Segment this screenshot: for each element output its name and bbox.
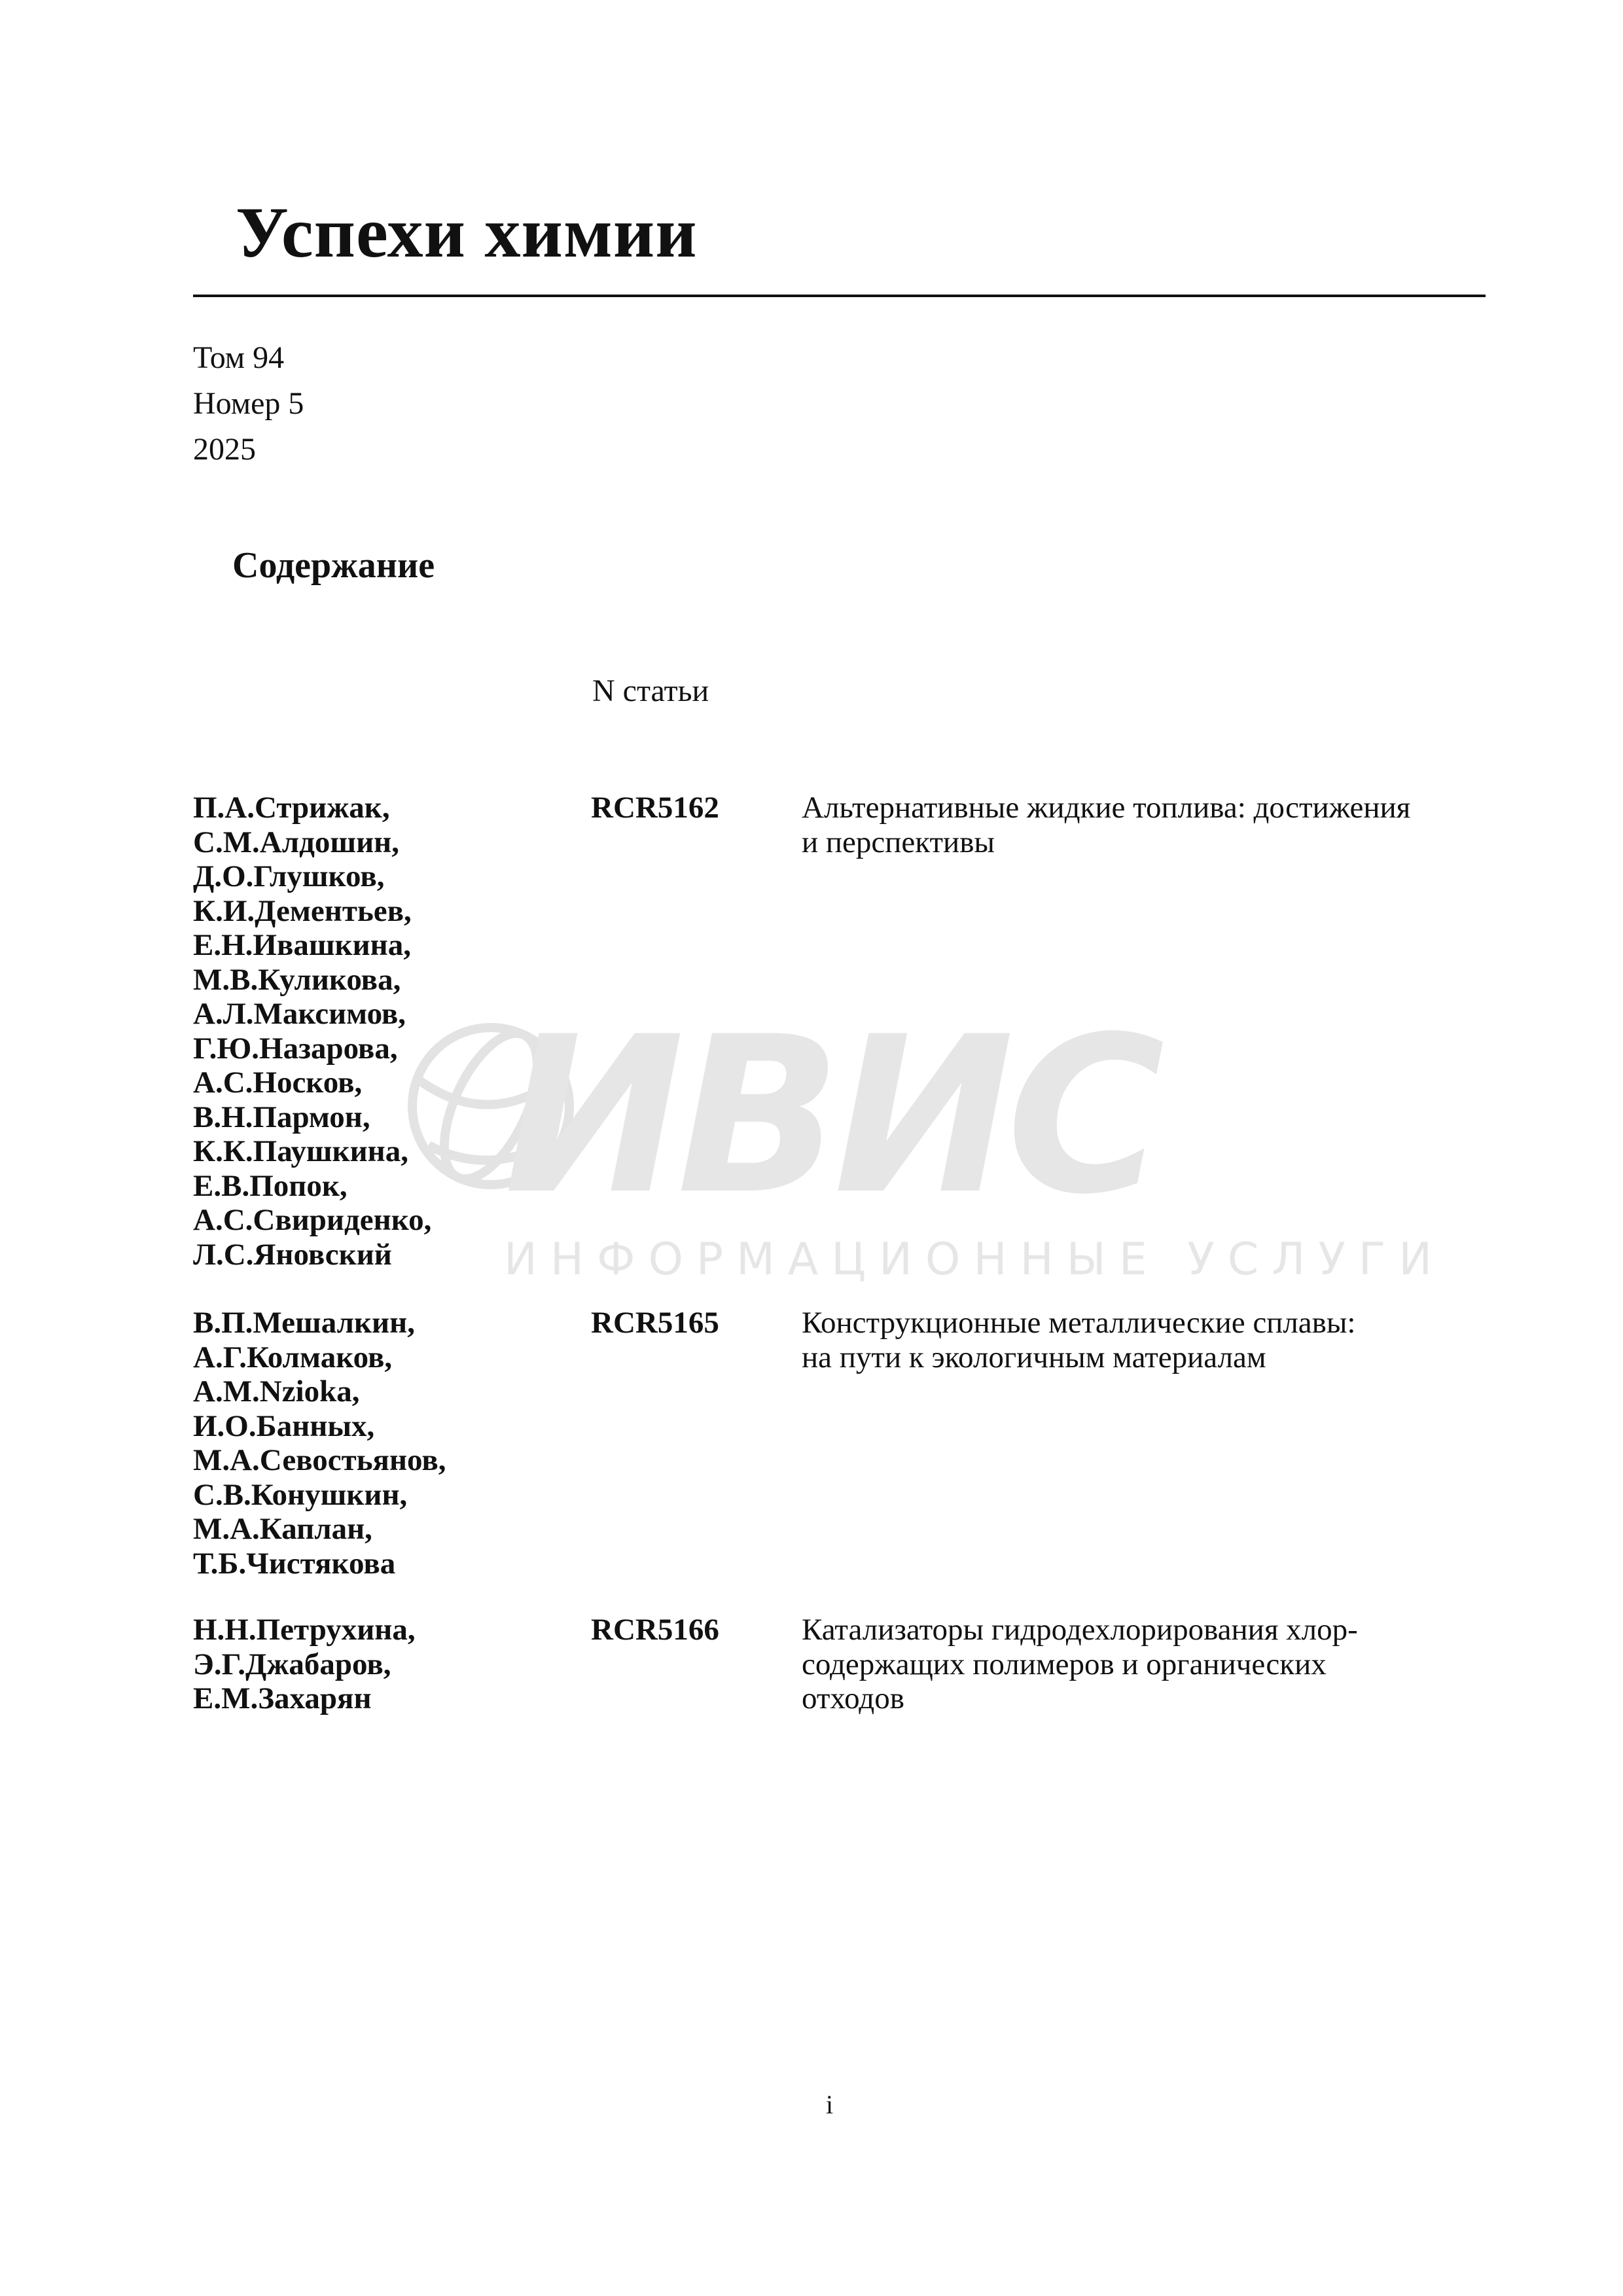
- author-name: А.Л.Максимов,: [193, 997, 406, 1031]
- author-name: К.К.Паушкина,: [193, 1134, 408, 1168]
- article-title-line: Альтернативные жидкие топлива: достижения: [802, 791, 1411, 825]
- article-title-line: Конструкционные металлические сплавы:: [802, 1306, 1356, 1340]
- author-name: П.А.Стрижак,: [193, 791, 390, 825]
- author-name: А.Г.Колмаков,: [193, 1340, 393, 1374]
- volume-label: Том 94: [193, 340, 285, 375]
- author-name: С.М.Алдошин,: [193, 825, 399, 859]
- author-name: Е.Н.Ивашкина,: [193, 928, 412, 962]
- watermark-text: ИВИС: [504, 990, 1158, 1242]
- author-name: Т.Б.Чистякова: [193, 1546, 396, 1581]
- article-title-line: Катализаторы гидродехлорирования хлор-: [802, 1613, 1358, 1647]
- entry-authors: [193, 1306, 446, 1581]
- author-name: Э.Г.Джабаров,: [193, 1647, 391, 1681]
- article-title-line: и перспективы: [802, 825, 995, 859]
- author-name: А.С.Свириденко,: [193, 1203, 432, 1237]
- author-name: Е.В.Попок,: [193, 1168, 348, 1203]
- article-title: [802, 791, 1410, 859]
- watermark-subtitle: ИНФОРМАЦИОННЫЕ УСЛУГИ: [504, 1234, 1446, 1285]
- article-id: RCR5166: [591, 1613, 719, 1647]
- author-name: Н.Н.Петрухина,: [193, 1613, 416, 1647]
- author-name: И.О.Банных,: [193, 1408, 375, 1443]
- article-id: RCR5162: [591, 791, 719, 825]
- author-name: В.П.Мешалкин,: [193, 1306, 415, 1340]
- entry-authors: [193, 791, 431, 1272]
- page-number: i: [826, 2090, 834, 2119]
- issue-info: [193, 335, 304, 473]
- author-name: К.И.Дементьев,: [193, 893, 412, 928]
- article-number-column-header: N статьи: [592, 673, 709, 708]
- article-title: [802, 1306, 1355, 1374]
- article-title-line: содержащих полимеров и органических: [802, 1647, 1327, 1681]
- contents-heading: Содержание: [232, 545, 435, 586]
- author-name: A.M.Nzioka,: [193, 1374, 360, 1408]
- author-name: М.В.Куликова,: [193, 962, 401, 997]
- article-title: [802, 1613, 1358, 1716]
- article-id: RCR5165: [591, 1306, 719, 1340]
- year-label: 2025: [193, 432, 256, 467]
- author-name: Е.М.Захарян: [193, 1681, 372, 1715]
- issue-label: Номер 5: [193, 386, 304, 421]
- author-name: Д.О.Глушков,: [193, 859, 385, 893]
- author-name: А.С.Носков,: [193, 1066, 363, 1100]
- author-name: М.А.Каплан,: [193, 1512, 372, 1546]
- author-name: В.Н.Пармон,: [193, 1100, 370, 1134]
- author-name: Г.Ю.Назарова,: [193, 1031, 398, 1066]
- title-divider: [193, 295, 1486, 297]
- article-title-line: на пути к экологичным материалам: [802, 1340, 1266, 1374]
- article-title-line: отходов: [802, 1681, 904, 1715]
- journal-title: Успехи химии: [236, 192, 698, 272]
- author-name: М.А.Севостьянов,: [193, 1443, 446, 1477]
- author-name: С.В.Конушкин,: [193, 1477, 408, 1512]
- ivis-watermark: [393, 982, 1446, 1296]
- entry-authors: [193, 1613, 416, 1716]
- author-name: Л.С.Яновский: [193, 1237, 392, 1272]
